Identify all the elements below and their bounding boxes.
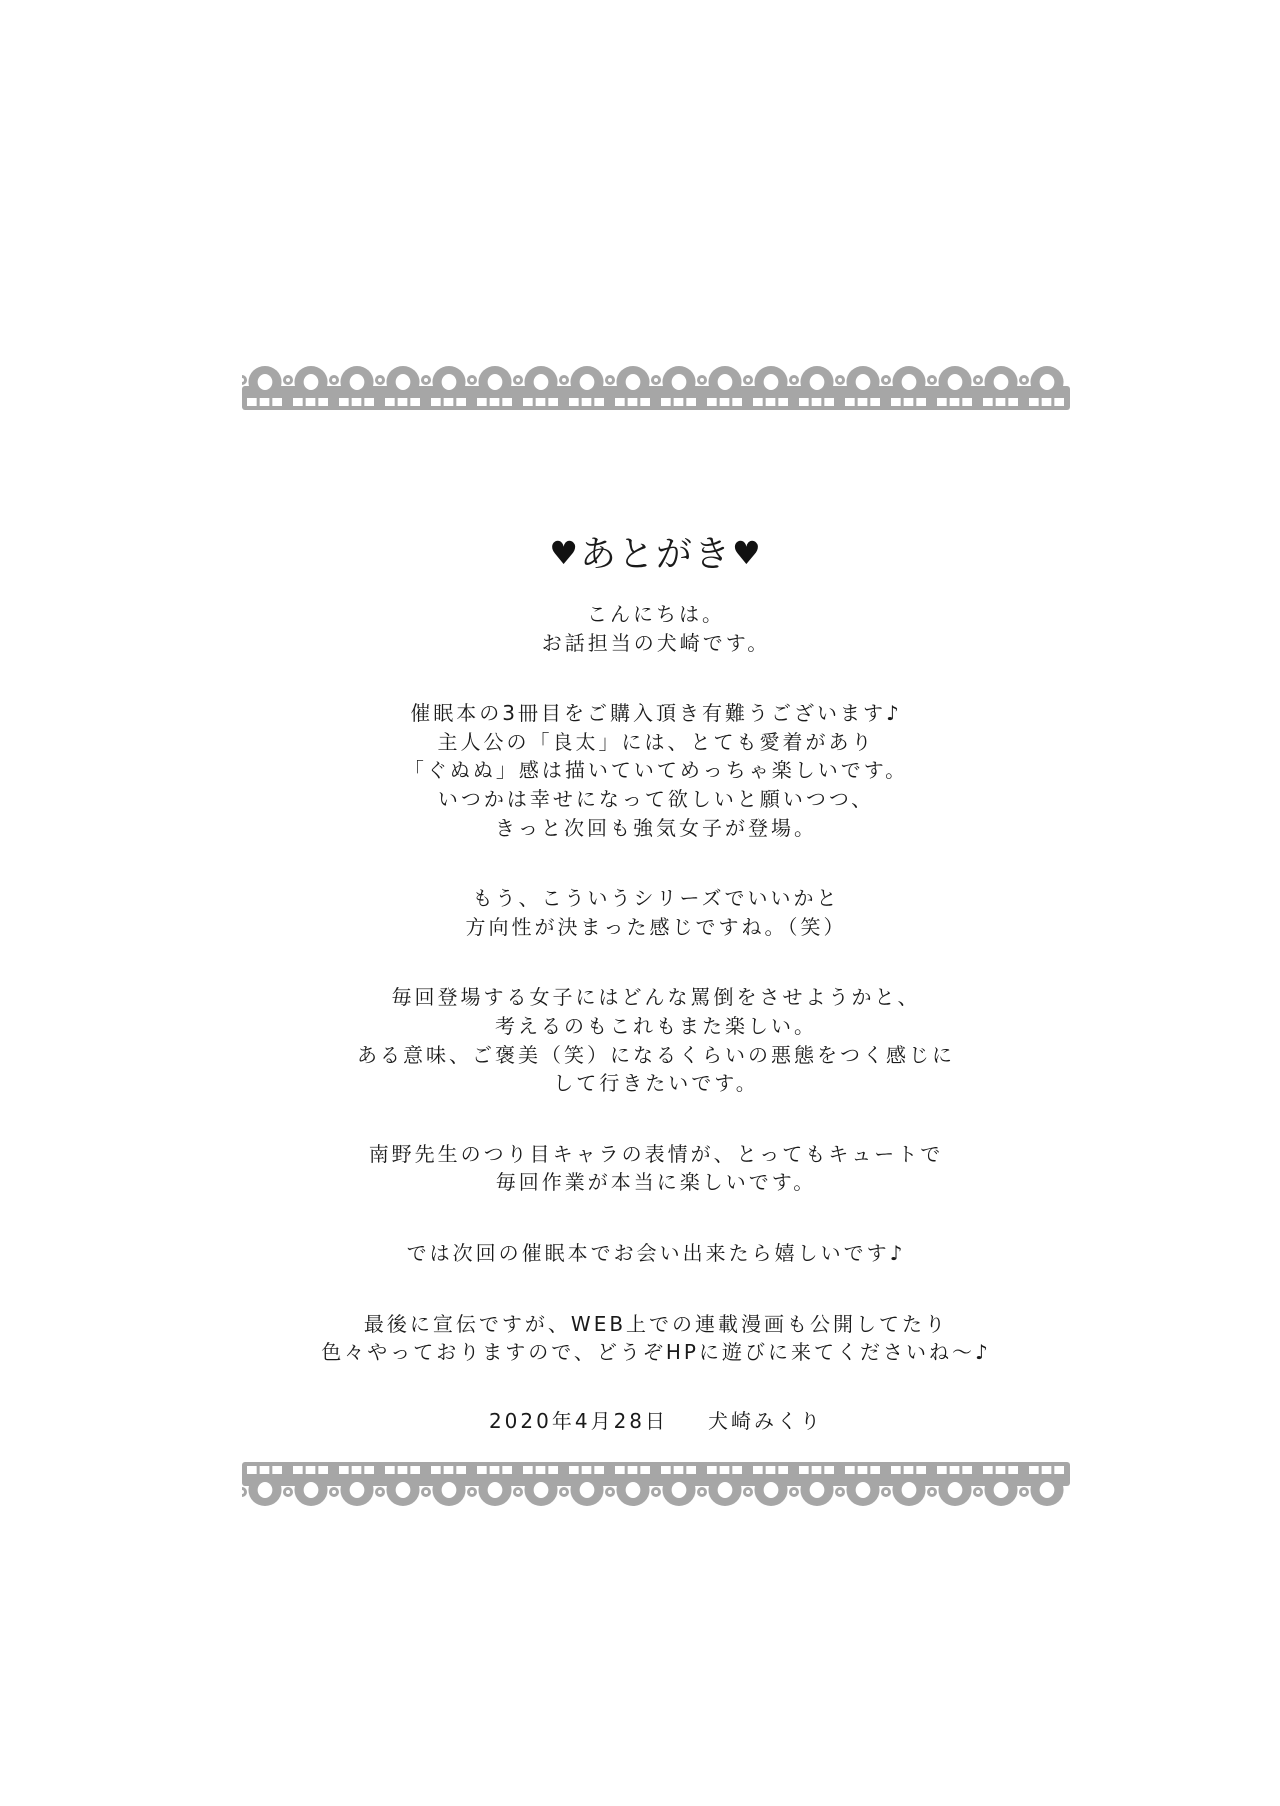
text-line: 毎回作業が本当に楽しいです。	[495, 1170, 817, 1195]
signature	[240, 1407, 1072, 1435]
afterword-title	[240, 530, 1072, 578]
title-text: あとがき	[579, 534, 732, 575]
text-line: 毎回登場する女子にはどんな罵倒をさせようかと、	[391, 985, 921, 1010]
paragraph-promo	[240, 1310, 1072, 1367]
paragraph-thanks	[240, 699, 1072, 842]
signature-author: 犬崎みくり	[708, 1408, 824, 1433]
text-line: お話担当の犬崎です。	[541, 630, 771, 655]
text-line: 「ぐぬぬ」感は描いていてめっちゃ楽しいです。	[403, 758, 909, 783]
lace-border-bottom	[242, 1460, 1070, 1512]
text-line: では次回の催眠本でお会い出来たら嬉しいです♪	[406, 1240, 906, 1265]
heart-icon: ♥	[549, 534, 580, 572]
text-line: 方向性が決まった感じですね。（笑）	[465, 914, 847, 939]
heart-icon: ♥	[732, 534, 763, 572]
text-line: 催眠本の3冊目をご購入頂き有難うございます♪	[410, 701, 902, 726]
text-line: して行きたいです。	[553, 1071, 759, 1096]
paragraph-next	[240, 1239, 1072, 1268]
lace-border-top	[242, 360, 1070, 412]
paragraph-greeting	[240, 600, 1072, 657]
text-line: きっと次回も強気女子が登場。	[495, 815, 817, 840]
paragraph-artist	[240, 1140, 1072, 1197]
text-line: 主人公の「良太」には、とても愛着があり	[437, 729, 875, 754]
afterword	[240, 530, 1072, 1435]
paragraph-characters	[240, 983, 1072, 1097]
signature-date: 2020年4月28日	[488, 1408, 669, 1433]
text-line: 南野先生のつり目キャラの表情が、とってもキュートで	[368, 1141, 944, 1166]
text-line: こんにちは。	[587, 602, 725, 626]
text-line: 最後に宣伝ですが、WEB上での連載漫画も公開してたり	[363, 1311, 949, 1336]
text-line: 色々やっておりますので、どうぞHPに遊びに来てくださいね～♪	[321, 1340, 991, 1365]
text-line: 考えるのもこれもまた楽しい。	[495, 1013, 817, 1038]
text-line: ある意味、ご褒美（笑）になるくらいの悪態をつく感じに	[357, 1042, 955, 1067]
text-line: もう、こういうシリーズでいいかと	[472, 886, 840, 911]
text-line: いつかは幸せになって欲しいと願いつつ、	[437, 786, 875, 811]
paragraph-series	[240, 884, 1072, 941]
